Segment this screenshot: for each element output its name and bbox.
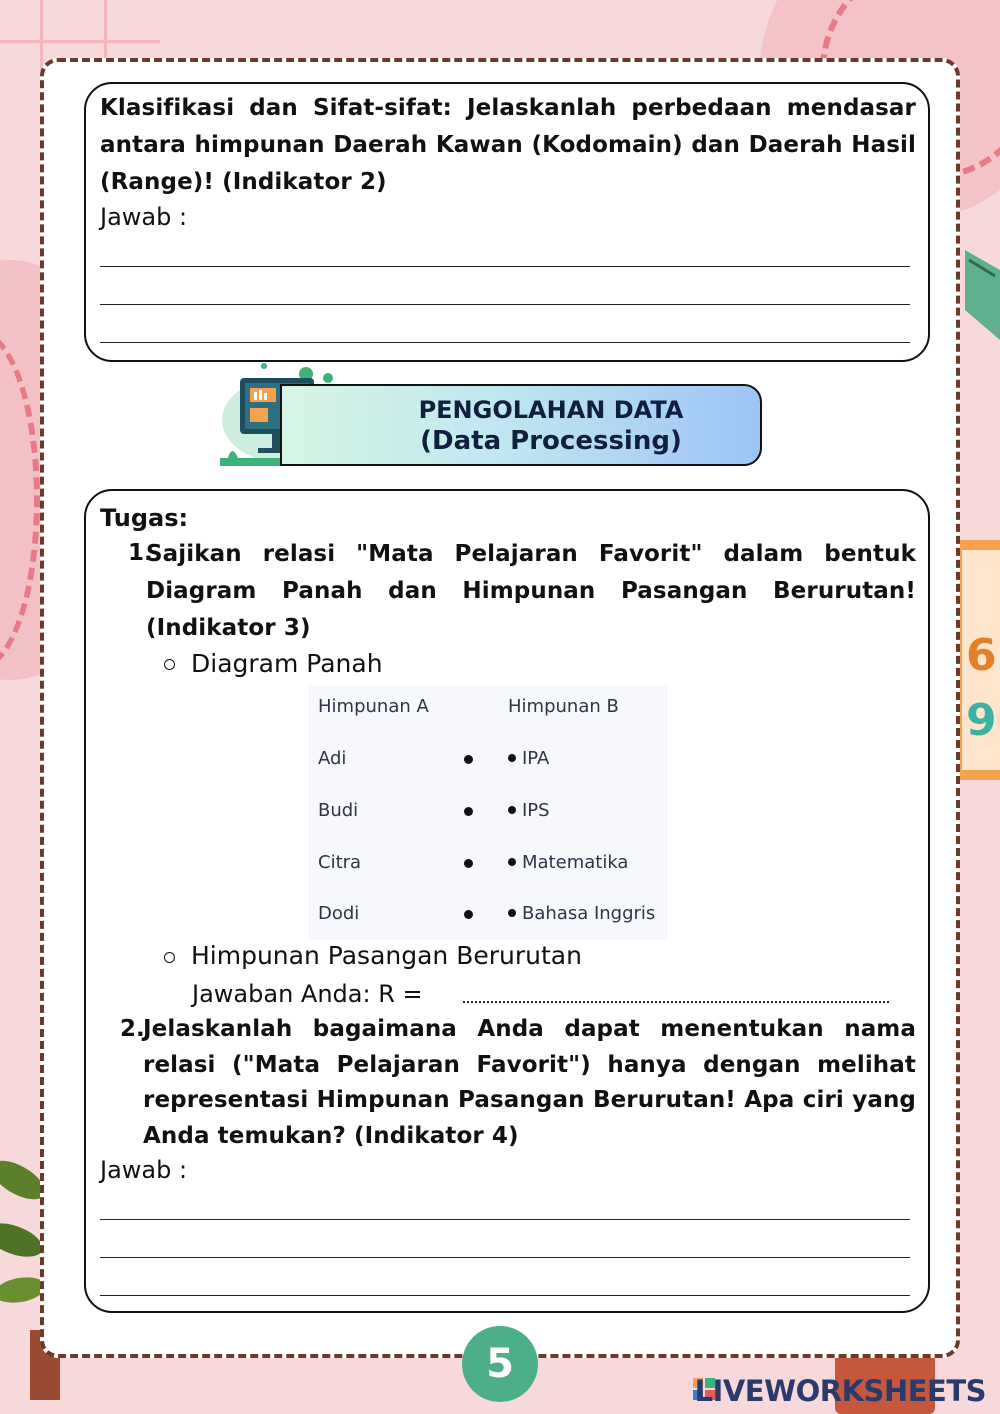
ruler-icon <box>955 240 1000 340</box>
set-a-point[interactable] <box>464 807 473 816</box>
diagram-label: Diagram Panah <box>191 649 383 678</box>
set-b-item <box>508 748 549 769</box>
set-b-item <box>508 903 655 924</box>
set-b-label: IPA <box>522 748 550 769</box>
set-b-label: IPS <box>522 800 550 821</box>
answer-line[interactable] <box>100 1295 910 1296</box>
answer-label: Jawab : <box>100 203 188 231</box>
diagram-header-b: Himpunan B <box>508 696 619 717</box>
ordered-pairs-label: Himpunan Pasangan Berurutan <box>191 941 582 970</box>
set-b-point[interactable] <box>508 858 516 866</box>
set-a-item: Budi <box>318 800 359 821</box>
set-a-point[interactable] <box>464 910 473 919</box>
svg-text:9: 9 <box>966 695 997 746</box>
answer-label: Jawab : <box>100 1156 188 1184</box>
sub-bullet <box>164 952 175 963</box>
set-b-point[interactable] <box>508 806 516 814</box>
number-strip-icon <box>958 540 1000 780</box>
arrow-diagram-table <box>308 686 668 940</box>
set-b-item <box>508 800 550 821</box>
diagram-header-a: Himpunan A <box>318 696 429 717</box>
set-b-point[interactable] <box>508 754 516 762</box>
question-number: 2. <box>120 1016 145 1042</box>
set-a-item: Dodi <box>318 903 360 924</box>
set-a-item: Citra <box>318 852 362 873</box>
ordered-pairs-answer-prefix: Jawaban Anda: R = <box>192 980 423 1008</box>
set-b-label: Bahasa Inggris <box>522 903 656 924</box>
brand-name: LIVEWORKSHEETS <box>694 1374 986 1408</box>
task-heading: Tugas: <box>100 504 189 532</box>
banner-subtitle: (Data Processing) <box>420 426 682 456</box>
set-b-point[interactable] <box>508 909 516 917</box>
answer-line[interactable] <box>100 342 910 343</box>
question-number: 1. <box>128 540 153 566</box>
answer-line[interactable] <box>100 304 910 305</box>
background-grid-line <box>0 40 160 43</box>
question-indikator-3: Sajikan relasi "Mata Pelajaran Favorit" dalam bentuk Diagram Panah dan Himpunan Pasangan Berurutan! (Indikator 3) <box>146 541 916 641</box>
sub-bullet <box>164 659 175 670</box>
set-b-label: Matematika <box>522 852 629 873</box>
answer-line[interactable] <box>100 1257 910 1258</box>
set-a-item: Adi <box>318 748 347 769</box>
answer-line[interactable] <box>100 1219 910 1220</box>
banner-title: PENGOLAHAN DATA <box>418 396 684 424</box>
ordered-pairs-answer-field[interactable] <box>463 1001 889 1003</box>
section-banner <box>280 384 762 466</box>
set-a-point[interactable] <box>464 859 473 868</box>
question-indikator-4: Jelaskanlah bagaimana Anda dapat menentukan nama relasi ("Mata Pelajaran Favorit") hanya dengan melihat representasi Himpunan Pasangan Berurutan! Apa ciri yang Anda temukan? (Indikator 4) <box>143 1016 916 1149</box>
answer-line[interactable] <box>100 266 910 267</box>
page-number: 5 <box>462 1326 538 1402</box>
set-a-point[interactable] <box>464 755 473 764</box>
svg-text:6: 6 <box>966 630 997 681</box>
set-b-item <box>508 852 628 873</box>
question-indikator-2: Klasifikasi dan Sifat-sifat: Jelaskanlah perbedaan mendasar antara himpunan Daerah Kawan (Kodomain) dan Daerah Hasil (Range)! (Indikator 2) <box>100 95 916 195</box>
